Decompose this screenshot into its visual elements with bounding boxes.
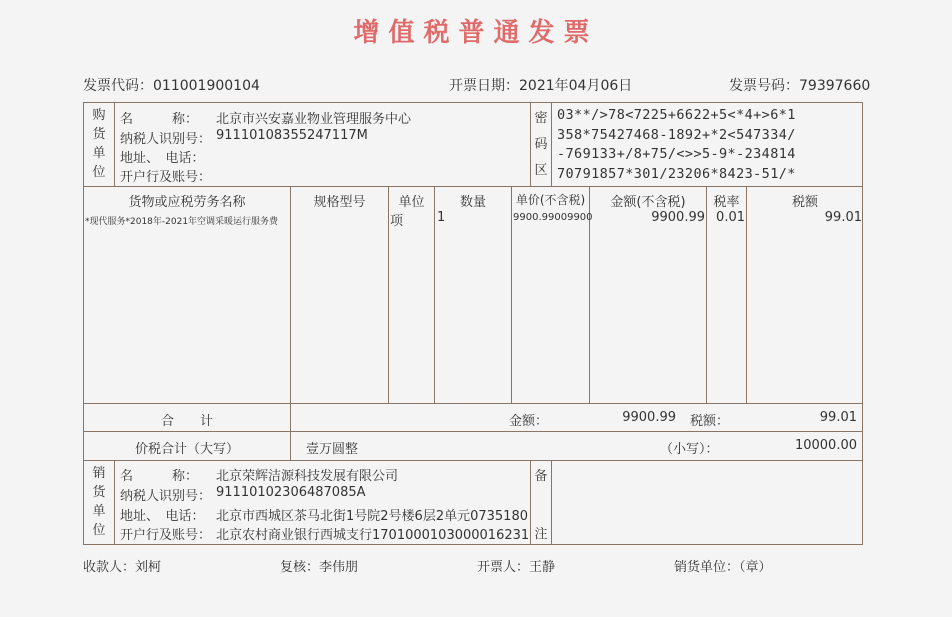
issuer [477, 556, 555, 575]
item-name: *现代服务*2018年-2021年空调采暖运行服务费 [85, 217, 279, 227]
invoice-date [449, 75, 632, 95]
rule-col-qty [511, 186, 512, 403]
item-amount: 9900.99 [651, 210, 705, 225]
sum-tax: 99.01 [819, 410, 857, 425]
seller-name-label: 名 称： [120, 469, 199, 484]
sum-label: 合 计 [160, 414, 213, 429]
col-header-price: 单价(不含税) [515, 193, 586, 207]
rule-col-name [290, 186, 291, 431]
col-header-spec: 规格型号 [313, 195, 366, 210]
seller-side-label: 销 货 单 位 [92, 466, 106, 538]
payee [83, 556, 161, 575]
invoice-title: 增值税普通发票 [353, 18, 599, 48]
invoice-number [729, 75, 870, 95]
item-qty: 1 [437, 210, 446, 225]
invoice-date-label: 开票日期： [449, 78, 519, 94]
seller-name: 北京荣辉洁源科技发展有限公司 [216, 469, 399, 484]
invoice-number-label: 发票号码： [729, 78, 799, 94]
issuer-name: 王静 [529, 560, 556, 575]
rule-col-spec [388, 186, 389, 403]
remarks-side-label: 备 注 [534, 469, 548, 542]
col-header-amount: 金额(不含税) [610, 195, 686, 210]
invoice-number-value: 79397660 [799, 78, 871, 94]
col-header-tax: 税额 [791, 195, 818, 210]
reviewer-label: 复核： [280, 560, 320, 575]
invoice-date-value: 2021年04月06日 [519, 78, 633, 94]
sum-amount: 9900.99 [622, 410, 676, 425]
grand-total-number: 10000.00 [794, 438, 857, 453]
rule-cipher-label [551, 102, 552, 186]
invoice-code [83, 75, 260, 95]
buyer-name-label: 名 称： [120, 112, 199, 127]
seller-bank-label: 开户行及账号： [120, 528, 212, 543]
rule-remarks-label [551, 460, 552, 545]
grand-total-small-label: （小写）： [660, 442, 719, 457]
buyer-address-label: 地址、 电话： [120, 151, 205, 166]
cipher-line: 358*75427468-1892+*2<547334/ [557, 126, 796, 143]
sum-amount-label: 金额： [509, 414, 549, 429]
issuer-label: 开票人： [477, 560, 530, 575]
grand-total-label: 价税合计（大写） [134, 442, 239, 457]
rule-seller-side [114, 460, 115, 545]
cipher-text [557, 106, 796, 184]
cipher-line: 03**/>78<7225+6622+5<*4+>6*1 [557, 107, 796, 123]
reviewer-name: 李伟朋 [319, 560, 359, 575]
sum-tax-label: 税额： [690, 414, 730, 429]
seller-tax-id: 91110102306487085A [216, 485, 366, 500]
invoice-code-value: 011001900104 [153, 78, 260, 94]
rule-buyer-side [114, 102, 115, 186]
seller-address: 北京市西城区茶马北街1号院2号楼6层2单元0735180 [216, 509, 528, 524]
item-price: 9900.99009900 [513, 212, 593, 223]
rule-sum-bottom [83, 431, 863, 432]
grand-total-words: 壹万圆整 [306, 442, 359, 457]
rule-items-bottom [83, 403, 863, 404]
reviewer [280, 556, 358, 575]
buyer-name: 北京市兴安嘉业物业管理服务中心 [216, 112, 412, 127]
seller-seal: 销货单位：（章） [674, 560, 772, 575]
buyer-tax-id-label: 纳税人识别号： [120, 132, 212, 147]
col-header-name: 货物或应税劳务名称 [128, 195, 246, 210]
seller-tax-id-label: 纳税人识别号： [120, 489, 212, 504]
seller-bank: 北京农村商业银行西城支行1701000103000016231 [216, 528, 530, 543]
cipher-line: -769133+/8+75/<>>5-9*-234814 [557, 146, 796, 162]
item-tax: 99.01 [824, 210, 862, 225]
rule-grand-bottom [83, 460, 863, 461]
rule-grand-label [290, 431, 291, 460]
item-unit: 项 [390, 214, 404, 229]
payee-label: 收款人： [83, 560, 136, 575]
col-header-rate: 税率 [713, 195, 740, 210]
seller-address-label: 地址、 电话： [120, 509, 205, 524]
buyer-side-label: 购 货 单 位 [92, 108, 106, 180]
buyer-bank-label: 开户行及账号： [120, 170, 212, 185]
payee-name: 刘柯 [135, 560, 162, 575]
col-header-qty: 数量 [459, 195, 486, 210]
buyer-tax-id: 91110108355247117M [216, 128, 368, 143]
col-header-unit: 单位 [398, 195, 425, 210]
cipher-line: 70791857*301/23206*8423-51/* [557, 165, 796, 182]
rule-col-unit [434, 186, 435, 403]
cipher-side-label: 密 码 区 [534, 111, 548, 178]
invoice-code-label: 发票代码： [83, 78, 153, 94]
buyer-name-row [120, 108, 198, 127]
item-rate: 0.01 [716, 210, 745, 225]
